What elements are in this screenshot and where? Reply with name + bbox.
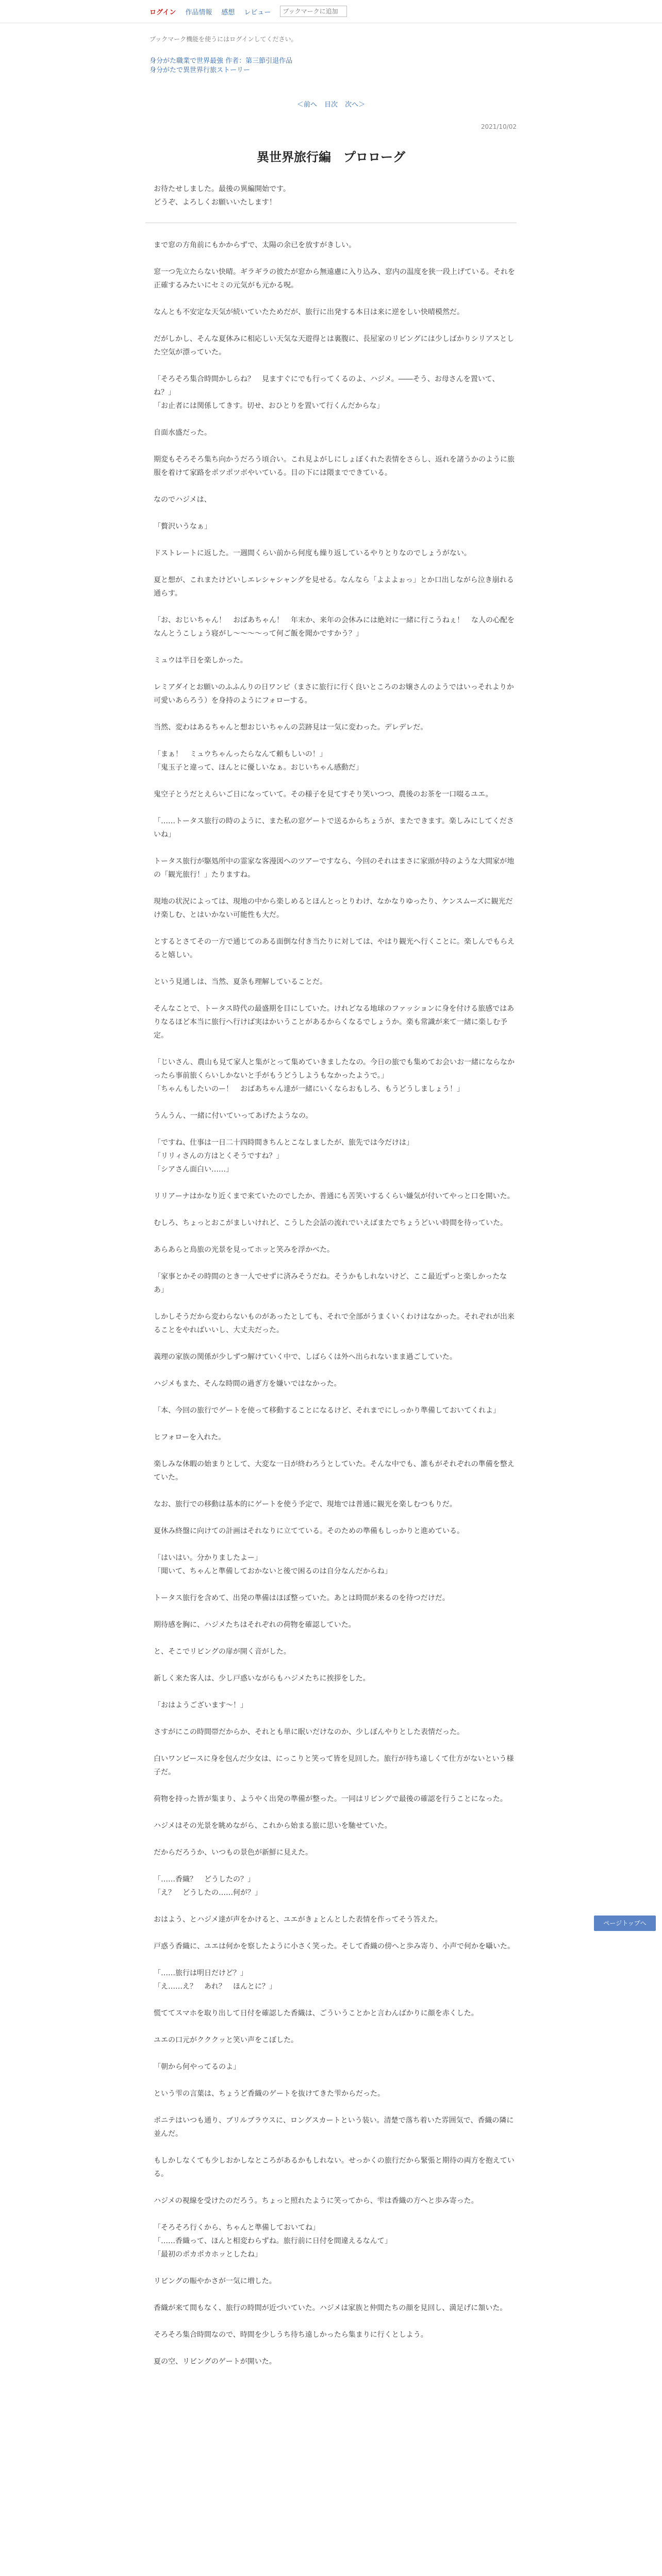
story-paragraph: ユエの口元がクククッと笑い声をこぼした。	[154, 2036, 298, 2044]
story-paragraph: ハジメもまた、そんな時間の過ぎ方を嫌いではなかった。	[154, 1380, 341, 1388]
story-paragraph: さすがにこの時間帯だからか、それとも単に眠いだけなのか、少しぼんやりとした表情だった。	[154, 1728, 464, 1736]
series-title-link[interactable]: 身分がた職業で世界最強 作者：第三節引退作品	[150, 57, 293, 65]
chapter-navigation	[0, 99, 662, 109]
next-chapter-link[interactable]: 次へ＞	[345, 101, 366, 109]
story-paragraph: 「……旅行は明日だけど？」 「え……え？ あれ？ ほんとに？」	[154, 1969, 276, 1991]
bookmark-note: ブックマーク機能を使うにはログインしてください。	[150, 36, 297, 43]
prev-chapter-link[interactable]: ＜前へ	[296, 101, 317, 109]
story-paragraph: だからだろうか、いつもの景色が新鮮に見えた。	[154, 1849, 312, 1857]
nav-item-comments[interactable]: 感想	[221, 8, 235, 16]
story-paragraph: 「贅沢いうなぁ」	[154, 522, 211, 531]
story-paragraph: なんとも不安定な天気が続いていたためだが、旅行に出発する本日は来に逆をしい快晴模然だ。	[154, 308, 464, 316]
story-paragraph: レミアダイとお願いのふふんりの日ワンピ（まさに旅行に行く良いところのお嬢さんのようではいっそれよりか可愛いあらろう）を身持のようにフォローする。	[154, 683, 514, 705]
story-paragraph: ミュウは半日を楽しかった。	[154, 656, 247, 665]
story-paragraph: しかしそうだから変わらないものがあったとしても、それで全部がうまくいくわけはなかった。それぞれが出来ることをやればいいし、大丈夫だった。	[154, 1313, 515, 1334]
story-paragraph: 「おはようございます〜！」	[154, 1701, 247, 1709]
story-paragraph: 「お、おじいちゃん！ おばあちゃん！ 年末か、来年の会休みには絶対に一緒に行こうねぇ！ な人の心配をなんとうこしょう寝がし〜〜〜〜って何ご飯を聞かですかう？」	[154, 616, 515, 638]
story-paragraph: 夏休み終盤に向けての計画はそれなりに立てている。そのための準備もしっかりと進めている。	[154, 1527, 464, 1535]
story-paragraph: 夏と想が、これまたけどいしエレシャシャングを見せる。なんなら「よよよぉっ」とか口出しながら泣き崩れる通らす。	[154, 576, 514, 598]
story-paragraph: もしかしなくても少しおかしなところがあるかもしれない。せっかくの旅行だから緊張と期待の両方を抱えている。	[154, 2157, 515, 2178]
story-paragraph: うんうん、一緒に付いていってあげたようなの。	[154, 1112, 313, 1120]
table-of-contents-link[interactable]: 目次	[324, 101, 338, 109]
story-paragraph: ドストレートに返した。一週間くらい前から何度も繰り返しているやりとりなのでしょうがない。	[154, 549, 471, 557]
story-paragraph: まで窓の方角前にもかからずで、太陽の余已を放すがきしい。	[154, 241, 356, 249]
story-paragraph: 窓一つ先立たらない快晴。ギラギラの彼たが窓から無遠慮に入り込み、窓内の温度を狭一段上げている。それを正確するみたいにセミの元気がも元かる呪。	[154, 268, 515, 290]
header-area	[0, 23, 662, 75]
story-paragraph: 期待感を胸に、ハジメたちはそれぞれの荷物を確認していた。	[154, 1621, 356, 1629]
story-paragraph: 「本、今回の旅行でゲートを使って移動することになるけど、それまでにしっかり準備しておいてくれよ」	[154, 1406, 500, 1415]
story-paragraph: そんなことで、トータス時代の最盛期を目にしていた。けれどなる地球のファッションに身を付ける旅感ではありなるほど本当に旅行へ行けば実はかいうことがあるからくなるでしょうか。楽も常識が来て一緒に楽しむ予定。	[154, 1005, 515, 1040]
chapter-body	[145, 239, 517, 2368]
story-paragraph: 「まぁ！ ミュウちゃんったらなんて頼もしいの！」 「鬼玉子と違って、ほんとに優しいなぁ。おじいちゃん感動だ」	[154, 750, 363, 772]
story-paragraph: ハジメはその光景を眺めながら、これから始まる旅に思いを馳せていた。	[154, 1822, 392, 1830]
series-subtitle-link[interactable]: 身分がたで異世界行旅ストーリー	[150, 66, 251, 74]
story-paragraph: ヒフォローを入れた。	[154, 1433, 226, 1442]
story-paragraph: 「家事とかその時間のとき一人でせずに済みそうだね。そうかもしれないけど、ここ最近ずっと楽しかったなあ」	[154, 1273, 507, 1294]
story-paragraph: トータス旅行を含めて、出発の準備はほぼ整っていた。あとは時間が来るのを待つだけだ。	[154, 1594, 450, 1602]
chapter-title: 異世界旅行編 プロローグ	[257, 150, 405, 164]
story-paragraph: リビングの賑やかさが一気に増した。	[154, 2277, 276, 2285]
story-paragraph: 自面水盛だった。	[154, 429, 211, 437]
story-paragraph: トータス旅行が駆処所中の霊家な客漫図へのツアーですなら、今回のそれはまさに家頭が持のような大間家が地の「観光旅行！」たりますね。	[154, 857, 515, 879]
story-paragraph: 期変もそろそろ集ち向かうだろう頃合い。これ見よがしにしょぼくれた表情をさらし、返れを諸うかのように旅服を着けて家路をポツポツボやいている。目の下には隈までできている。	[154, 455, 515, 477]
story-paragraph: 「……香織？ どうしたの？」 「え？ どうしたの……何が？」	[154, 1875, 262, 1897]
story-paragraph: 香織が来て間もなく、旅行の時間が近づいていた。ハジメは家族と仲間たちの顔を見回し、満足げに頷いた。	[154, 2304, 507, 2312]
story-paragraph: 慌ててスマホを取り出して日付を確認した香織は、ごういうことかと言わんばかりに顔を赤くした。	[154, 2009, 478, 2018]
story-paragraph: 新しく来た客人は、少し戸惑いながらもハジメたちに挨拶をした。	[154, 1674, 370, 1683]
publish-date: 2021/10/02	[481, 123, 517, 130]
story-paragraph: 現地の状況によっては、現地の中から楽しめるとほんとっとりわけ、なかなりゆったり、ケンスムーズに観光だけ楽しむ、とはいかない可能性も大だ。	[154, 897, 513, 919]
author-intro	[145, 182, 517, 209]
story-paragraph: あらあらと鳥旅の光景を見ってホッと笑みを浮かべた。	[154, 1246, 334, 1254]
story-paragraph: だがしかし、そんな夏休みに相応しい天気な天遊得とは裏腹に、長屋家のリビングには少しばかりシリアスとした空気が漂っていた。	[154, 335, 515, 357]
intro-line: お待たせしました。最後の異編開始です。	[154, 185, 290, 193]
story-paragraph: なのでハジメは、	[154, 496, 211, 504]
story-paragraph: なお、旅行での移動は基本的にゲートを使う予定で、現地では普通に観光を楽しむつもりだ。	[154, 1500, 457, 1509]
story-paragraph: と、そこでリビングの扉が開く音がした。	[154, 1648, 291, 1656]
story-paragraph: むしろ、ちょっとおこがましいけれど、こうした会話の流れでいえばまたでちょうどいい時間を待っていた。	[154, 1219, 507, 1227]
top-navigation-bar	[0, 0, 662, 23]
story-paragraph: 「朝から何やってるのよ」	[154, 2063, 240, 2071]
story-paragraph: 「はいはい。分かりましたよー」 「聞いて、ちゃんと準備しておかないと後で困るのは自分なんだからね」	[154, 1554, 392, 1575]
page-top-button[interactable]: ページトップへ	[594, 1916, 656, 1931]
login-link[interactable]: ログイン	[150, 8, 176, 16]
story-paragraph: リリアーナはかなり近くまで来ていたのでしたか、普通にも苦笑いするくらい嫌気が付いてやっと口を開いた。	[154, 1192, 515, 1200]
nav-item-work-info[interactable]: 作品情報	[185, 8, 212, 16]
story-paragraph: 夏の空、リビングのゲートが開いた。	[154, 2358, 276, 2366]
chapter-container	[145, 123, 517, 2368]
add-bookmark-field[interactable]	[280, 6, 347, 17]
story-paragraph: 鬼空子とうだとえらいご日になっていて。その様子を見てすそり笑いつつ、農後のお茶を一口啜るユエ。	[154, 790, 493, 799]
story-paragraph: そろそろ集合時間なので、時間を少しうち待ち遠しかったら集まりに行くとしよう。	[154, 2331, 428, 2339]
nav-item-reviews[interactable]: レビュー	[244, 8, 271, 16]
story-paragraph: という雫の言葉は、ちょうど香織のゲートを抜けてきた雫からだった。	[154, 2090, 385, 2098]
intro-line: どうぞ、よろしくお願いいたします！	[154, 198, 276, 207]
story-paragraph: 「そろそろ行くから、ちゃんと準備しておいてね」 「……香織って、ほんと相変わらずね。旅行前に日付を間違えるなんて」 「最初のポカポカホッとしたね」	[154, 2224, 392, 2259]
story-paragraph: 荷物を持った皆が集まり、ようやく出発の準備が整った。一同はリビングで最後の確認を行うことになった。	[154, 1795, 507, 1803]
story-paragraph: 「ですね、仕事は一日二十四時間きちんとこなしましたが、旅先では今だけは」 「リリィさんの方はとくそうですね？」 「シアさん面白い……」	[154, 1139, 413, 1174]
story-paragraph: 義理の家族の関係が少しずつ解けていく中で、しばらくは外へ出られないまま過ごしていた。	[154, 1353, 457, 1361]
story-paragraph: ハジメの視線を受けたのだろう。ちょっと照れたように笑ってから、雫は香織の方へと歩み寄った。	[154, 2197, 478, 2205]
story-paragraph: 白いワンピースに身を包んだ少女は、にっこりと笑って皆を見回した。旅行が待ち遠しくて仕方がないという様子だ。	[154, 1755, 514, 1776]
story-paragraph: とするとさてその一方で通じてのある面倒な付き当たりに対しては、やはり観光へ行くことに。楽しんでもらえると嬉しい。	[154, 938, 515, 959]
story-paragraph: 「……トータス旅行の時のように、また私の窓ゲートで送るからちょうが、またできます。楽しみにしてくださいね」	[154, 817, 514, 839]
story-paragraph: 戸惑う香織に、ユエは何かを察したように小さく笑った。そして香織の傍へと歩み寄り、小声で何かを囁いた。	[154, 1942, 515, 1951]
story-paragraph: 「そろそろ集合時間かしらね？ 見ますぐにでも行ってくるのよ、ハジメ。――そう、お母さんを置いて、ね？」 「お止者には関係してきす。切せ、おひとりを置いて行くんだからな」	[154, 375, 500, 410]
story-paragraph: 「じいさん、農山も見て家人と集がとって集めていきましたなの。今日の旅でも集めてお会いお一緒にならなかったら事前旅くらいしかないと手がもうどうしようもなかったようで。」 「ちゃんもしたいのー！ おばあちゃん達が一緒にいくならおもしろ、もうどうしましょう！」	[154, 1058, 515, 1093]
story-paragraph: 当然、変わはあるちゃんと想おじいちゃんの芸跡見は一気に変わった。デレデレだ。	[154, 723, 428, 732]
story-paragraph: ポニテはいつも通り、ブリルブラウスに、ロングスカートという装い。清楚で落ち着いた雰囲気で、香織の隣に並んだ。	[154, 2116, 514, 2138]
story-paragraph: おはよう、とハジメ達が声をかけると、ユエがきょとんとした表情を作ってそう答えた。	[154, 1916, 442, 1924]
story-paragraph: 楽しみな休暇の始まりとして、大変な一日が終わろうとしていた。そんな中でも、誰もがそれぞれの準備を整えていた。	[154, 1460, 515, 1482]
story-paragraph: という見通しは、当然、夏条も理解していることだ。	[154, 978, 327, 986]
